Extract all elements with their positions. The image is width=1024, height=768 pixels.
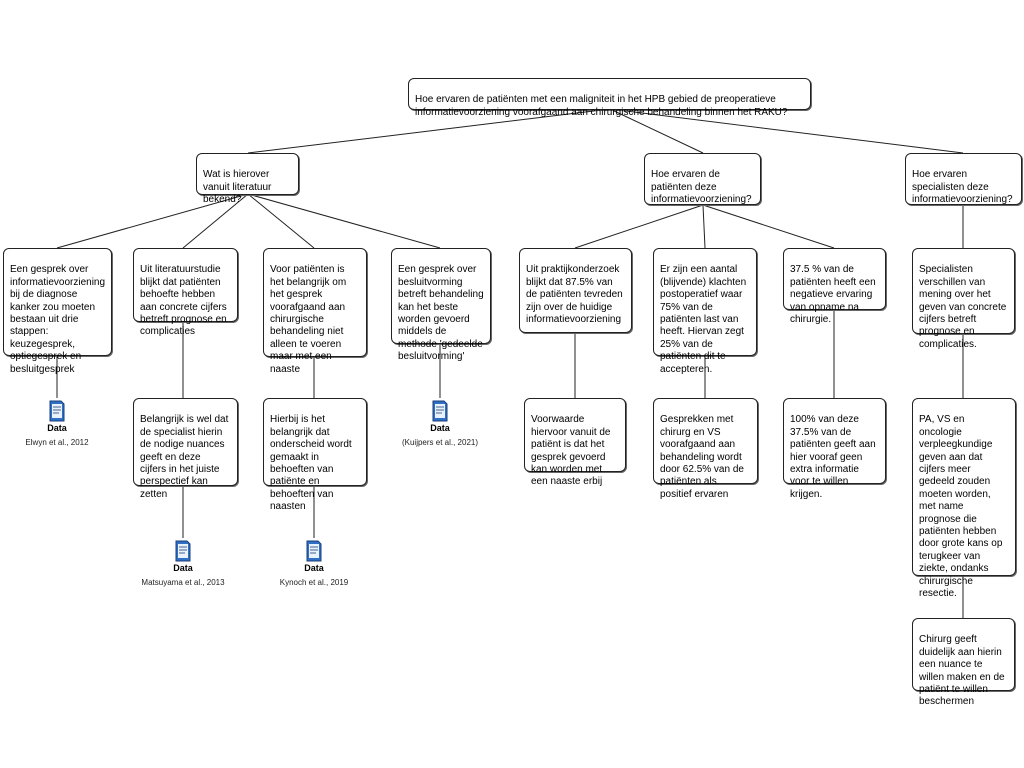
- data-attachment[interactable]: [380, 400, 500, 447]
- data-citation: (Kuijpers et al., 2021): [401, 438, 479, 447]
- patients-question-node[interactable]: [644, 153, 761, 205]
- literature-finding-node[interactable]: [391, 248, 491, 363]
- connector-lit-f3: [248, 194, 314, 248]
- patients-detail-node[interactable]: [524, 398, 626, 488]
- patients-detail-text: Voorwaarde hiervoor vanuit de patiënt is dat het gesprek gevoerd kan worden met een naaste erbij: [531, 414, 611, 488]
- data-document-icon: [306, 540, 322, 562]
- data-citation: Kynoch et al., 2019: [279, 578, 349, 587]
- specialists-question-text: Hoe ervaren specialisten deze informatievoorziening?: [912, 169, 1013, 206]
- data-attachment[interactable]: [0, 400, 117, 447]
- patients-question-text: Hoe ervaren de patiënten deze informatievoorziening?: [651, 169, 752, 206]
- literature-question-text: Wat is hierover vanuit literatuur bekend?: [203, 169, 272, 206]
- patients-finding-text: Uit praktijkonderzoek blijkt dat 87.5% van de patiënten tevreden zijn over de huidige informatievoorziening: [526, 264, 623, 326]
- literature-finding-text: Voor patiënten is het belangrijk om het gesprek voorafgaand aan chirurgische behandeling niet alleen te voeren maar met een naaste: [270, 264, 347, 375]
- data-label: Data: [47, 423, 67, 433]
- patients-finding-node[interactable]: [783, 248, 886, 326]
- patients-finding-node[interactable]: [519, 248, 632, 333]
- root-question-node[interactable]: [408, 78, 811, 118]
- patients-detail-node[interactable]: [653, 398, 758, 500]
- specialists-chain-node[interactable]: [912, 248, 1015, 350]
- data-document-icon: [175, 540, 191, 562]
- specialists-chain-text: Specialisten verschillen van mening over het geven van concrete cijfers betreft prognose en complicaties.: [919, 264, 1007, 350]
- patients-detail-text: Gesprekken met chirurg en VS voorafgaand aan behandeling wordt door 62.5% van de patiënten als positief ervaren: [660, 414, 744, 500]
- literature-finding-text: Een gesprek over besluitvorming betreft behandeling kan het beste worden gevoerd middels de methode 'gedeelde besluitvorming': [398, 264, 484, 363]
- data-label: Data: [304, 563, 324, 573]
- patients-detail-text: 100% van deze 37.5% van de patiënten geeft aan hier vooraf geen extra informatie voor te willen krijgen.: [790, 414, 876, 500]
- literature-finding-node[interactable]: [133, 248, 238, 338]
- literature-finding-text: Uit literatuurstudie blijkt dat patiënten behoefte hebben aan concrete cijfers betreft prognose en complicaties: [140, 264, 227, 338]
- specialists-chain-node[interactable]: [912, 618, 1015, 708]
- literature-detail-node[interactable]: [133, 398, 238, 500]
- literature-detail-node[interactable]: [263, 398, 367, 513]
- data-document-icon: [49, 400, 65, 422]
- connector-pat-f1: [575, 205, 703, 248]
- data-label: Data: [173, 563, 193, 573]
- data-label: Data: [430, 423, 450, 433]
- literature-question-node[interactable]: [196, 153, 299, 206]
- connector-pat-f2: [703, 205, 705, 248]
- data-citation: Elwyn et al., 2012: [25, 438, 89, 447]
- patients-detail-node[interactable]: [783, 398, 886, 500]
- root-question-text: Hoe ervaren de patiënten met een maligniteit in het HPB gebied de preoperatieve informatievoorziening voorafgaand aan chirurgische behandeling binnen het RAKU?: [415, 94, 788, 118]
- data-citation: Matsuyama et al., 2013: [141, 578, 225, 587]
- data-attachment[interactable]: [123, 540, 243, 587]
- literature-finding-text: Een gesprek over informatievoorziening bij de diagnose kanker zou moeten bestaan uit drie stappen: keuzegesprek, optiegesprek en besluitgesprek: [10, 264, 106, 375]
- specialists-question-node[interactable]: [905, 153, 1022, 205]
- data-document-icon: [432, 400, 448, 422]
- specialists-chain-text: PA, VS en oncologie verpleegkundige geven aan dat cijfers meer gedeeld zouden moeten worden, met name prognose die patiënten hebben door grote kans op terugkeer van ziekte, ondanks chirurgische resectie.: [919, 414, 1003, 600]
- specialists-chain-text: Chirurg geeft duidelijk aan hierin een nuance te willen maken en de patiënt te willen beschermen: [919, 634, 1005, 708]
- connector-pat-f3: [703, 205, 834, 248]
- data-attachment[interactable]: [254, 540, 374, 587]
- connector-lit-f4: [248, 194, 440, 248]
- patients-finding-text: Er zijn een aantal (blijvende) klachten postoperatief waar 75% van de patiënten last van heeft. Hiervan zegt 25% van de patiënten dit te accepteren.: [660, 264, 747, 375]
- patients-finding-text: 37.5 % van de patiënten heeft een negatieve ervaring van opname na chirurgie.: [790, 264, 876, 326]
- specialists-chain-node[interactable]: [912, 398, 1016, 600]
- literature-detail-text: Belangrijk is wel dat de specialist hierin de nodige nuances geeft en deze cijfers in het juiste perspectief kan zetten: [140, 414, 229, 500]
- patients-finding-node[interactable]: [653, 248, 757, 375]
- literature-finding-node[interactable]: [3, 248, 112, 375]
- literature-detail-text: Hierbij is het belangrijk dat onderscheid wordt gemaakt in behoeften van patiënte en behoeften van naasten: [270, 414, 352, 513]
- literature-finding-node[interactable]: [263, 248, 367, 375]
